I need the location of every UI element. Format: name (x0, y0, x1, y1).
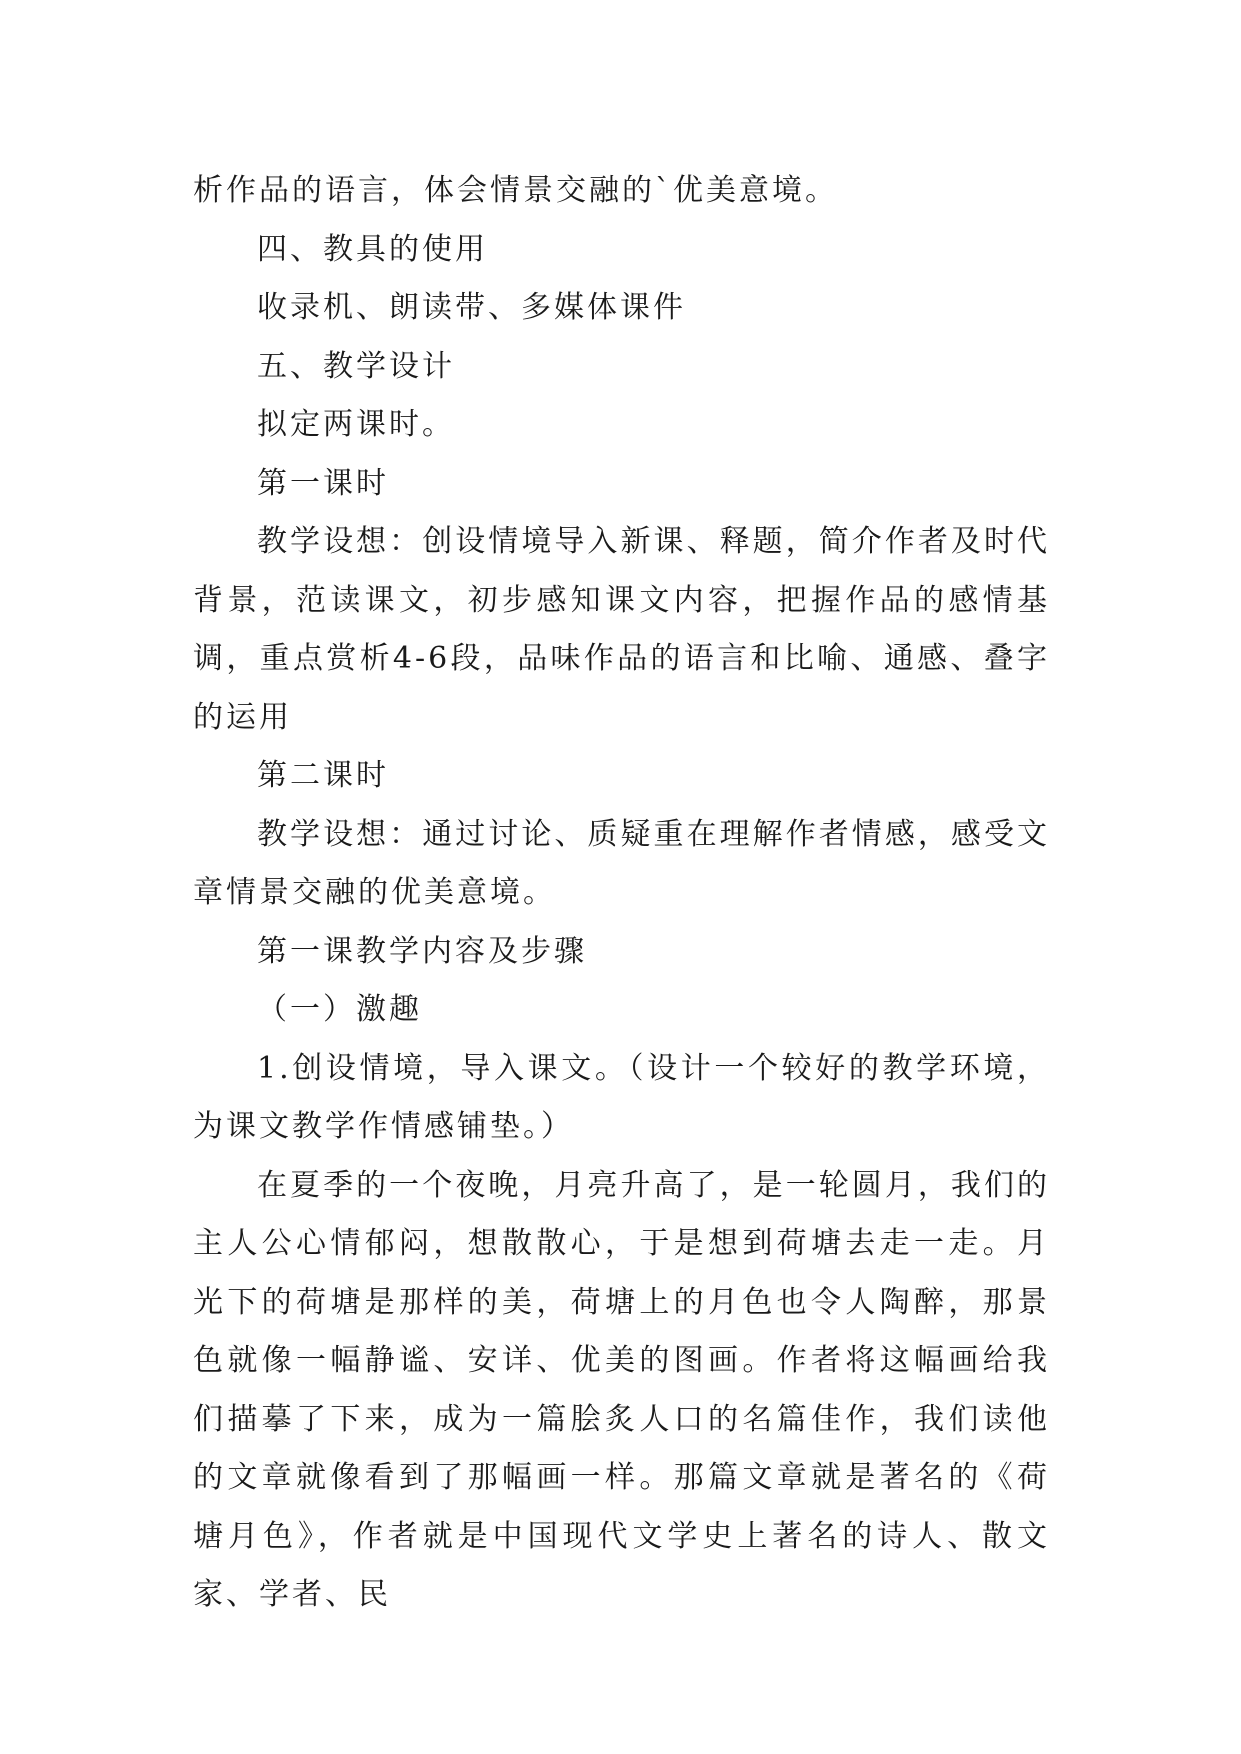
section-heading: 四、教具的使用 (257, 231, 488, 267)
paragraph: 析作品的语言，体会情景交融的`优美意境。 (193, 173, 838, 208)
paragraph: 1.创设情境，导入课文。（设计一个较好的教学环境，为课文教学作情感铺垫。） (193, 1050, 1050, 1144)
subsection-heading: 第一课时 (257, 465, 389, 501)
paragraph: 教学设想：通过讨论、质疑重在理解作者情感，感受文章情景交融的优美意境。 (193, 816, 1050, 910)
paragraph: 在夏季的一个夜晚，月亮升高了，是一轮圆月，我们的主人公心情郁闷，想散散心，于是想到荷塘去走一走。月光下的荷塘是那样的美，荷塘上的月色也令人陶醉，那景色就像一幅静谧、安详、优美的图画。作者将这幅画给我们描摹了下来，成为一篇脍炙人口的名篇佳作，我们读他的文章就像看到了那幅画一样。那篇文章就是著名的《荷塘月色》，作者就是中国现代文学史上著名的诗人、散文家、学者、民 (193, 1167, 1050, 1612)
paragraph: 拟定两课时。 (257, 407, 455, 442)
section-heading: 五、教学设计 (257, 348, 455, 384)
subsection-heading: 第一课教学内容及步骤 (257, 933, 587, 969)
step-heading: （一）激趣 (257, 992, 422, 1027)
paragraph: 教学设想：创设情境导入新课、释题，简介作者及时代背景，范读课文，初步感知课文内容，把握作品的感情基调，重点赏析4-6段，品味作品的语言和比喻、通感、叠字的运用 (193, 524, 1050, 735)
subsection-heading: 第二课时 (257, 758, 389, 793)
paragraph: 收录机、朗读带、多媒体课件 (257, 290, 686, 325)
document-body (193, 162, 1050, 1625)
